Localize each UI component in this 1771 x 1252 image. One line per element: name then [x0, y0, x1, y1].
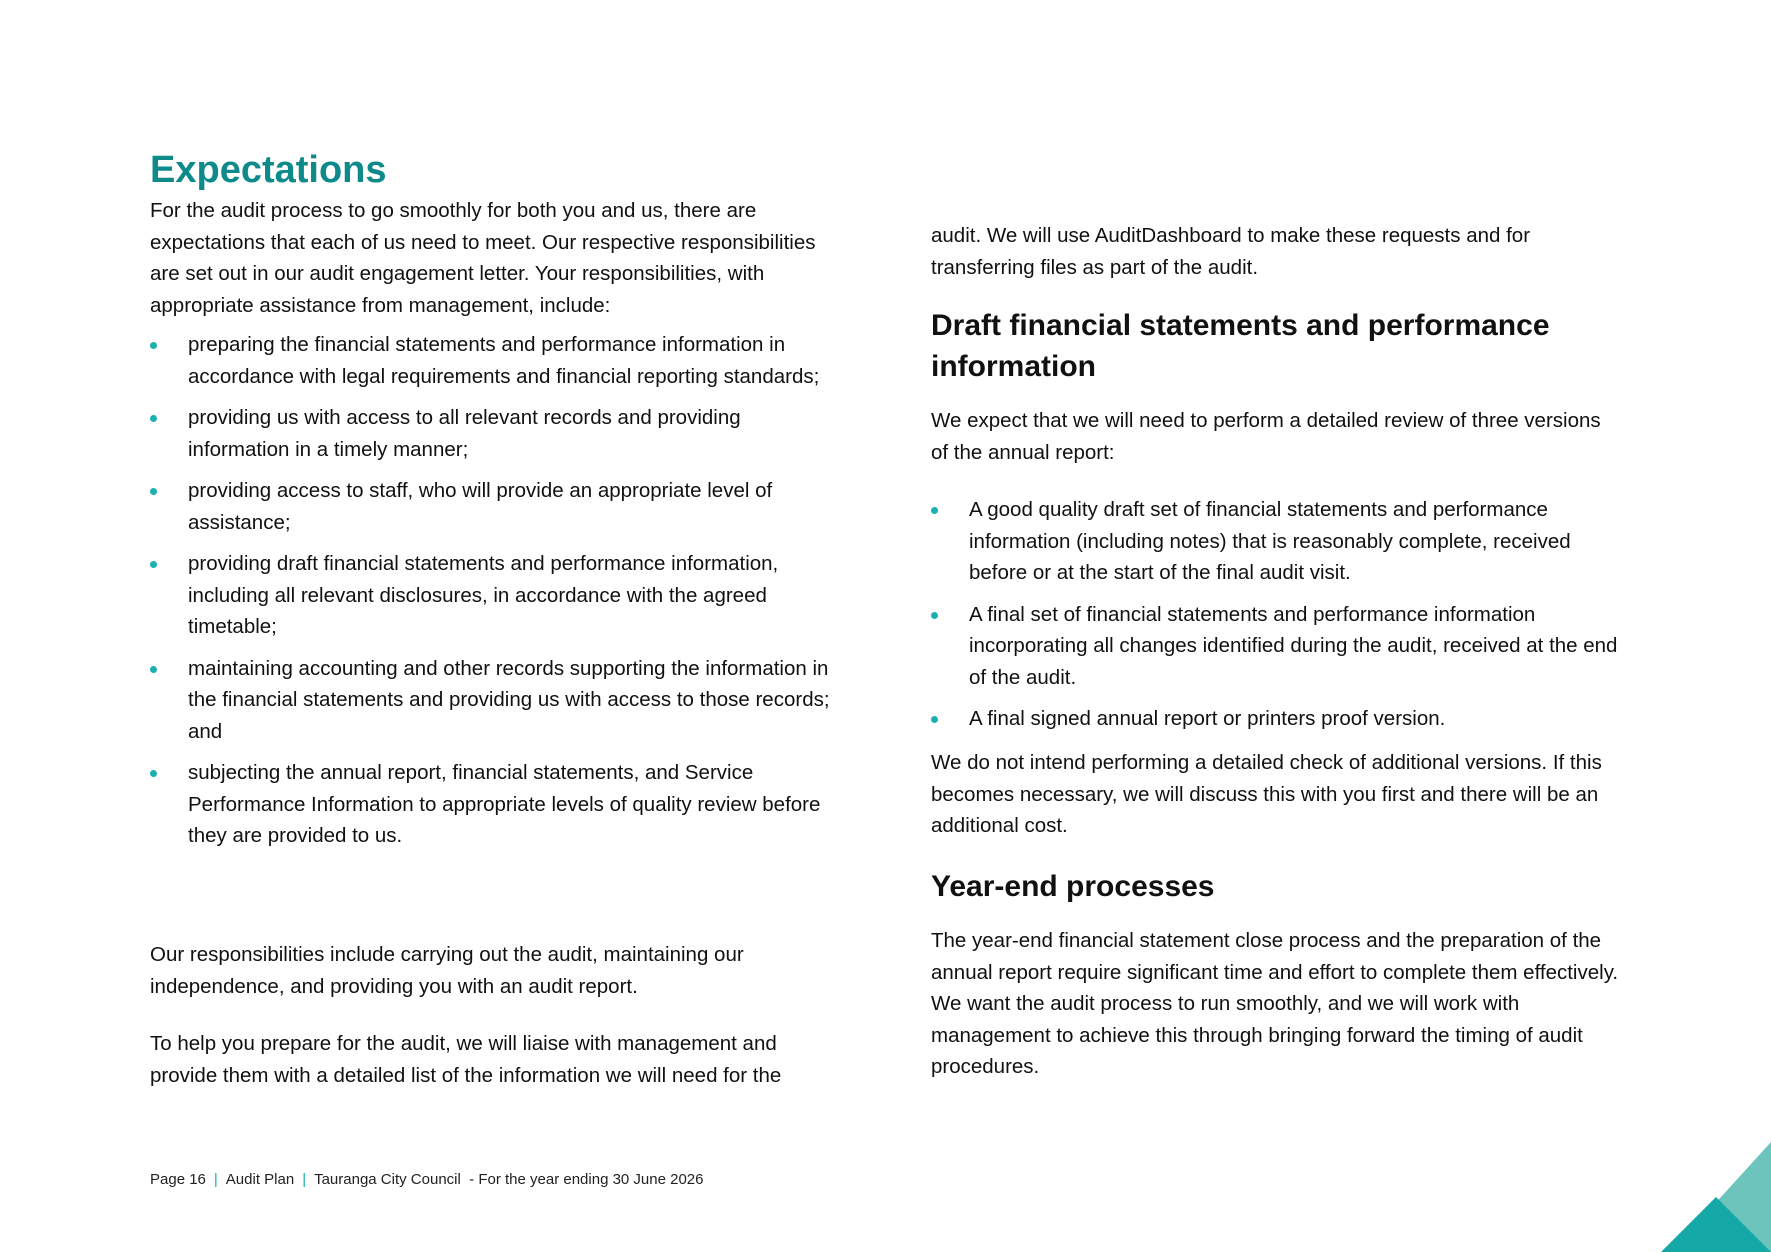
- list-item: [150, 548, 840, 643]
- bullet-dot-icon: [150, 415, 157, 422]
- footer-document-name: Audit Plan: [225, 1171, 295, 1188]
- list-item-text: A good quality draft set of financial statements and performance information (including notes) that is reasonably complete, received before or at the start of the final audit visit.: [969, 498, 1571, 584]
- list-item-text: preparing the financial statements and performance information in accordance with legal requirements and financial reporting standards;: [188, 333, 820, 388]
- list-item-text: providing access to staff, who will provide an appropriate level of assistance;: [188, 479, 773, 534]
- bullet-dot-icon: [150, 666, 157, 673]
- bullet-dot-icon: [931, 716, 938, 723]
- help-prepare-paragraph: To help you prepare for the audit, we will liaise with management and provide them with a detailed list of the information we will need for the: [150, 1032, 782, 1087]
- draft-intro-paragraph: We expect that we will need to perform a detailed review of three versions of the annual report:: [931, 409, 1601, 464]
- yearend-paragraph: The year-end financial statement close process and the preparation of the annual report require significant time and effort to complete them effectively. We want the audit process to run smoothly, and we will work with management to achieve this through bringing forward the timing of audit procedures.: [931, 929, 1619, 1078]
- list-item: [150, 329, 840, 392]
- list-item: [150, 757, 840, 852]
- list-item: [150, 653, 840, 748]
- page-footer: [150, 1171, 704, 1188]
- page-title: Expectations: [150, 149, 387, 191]
- list-item-text: providing draft financial statements and performance information, including all relevant disclosures, in accordance with the agreed timetable;: [188, 552, 779, 638]
- continuation-paragraph: audit. We will use AuditDashboard to make these requests and for transferring files as part of the audit.: [931, 224, 1531, 279]
- bullet-dot-icon: [931, 507, 938, 514]
- footer-page-number: Page 16: [150, 1171, 206, 1188]
- bullet-dot-icon: [150, 342, 157, 349]
- bullet-dot-icon: [150, 561, 157, 568]
- list-item: [150, 402, 840, 465]
- footer-organisation: Tauranga City Council - For the year ending 30 June 2026: [314, 1171, 704, 1188]
- draft-versions-list: [931, 494, 1621, 745]
- draft-heading: Draft financial statements and performance information: [931, 309, 1550, 383]
- list-item-text: A final signed annual report or printers proof version.: [969, 707, 1446, 730]
- list-item: [931, 599, 1621, 694]
- list-item: [931, 494, 1621, 589]
- yearend-heading: Year-end processes: [931, 870, 1215, 903]
- list-item-text: providing us with access to all relevant records and providing information in a timely manner;: [188, 406, 741, 461]
- intro-paragraph: For the audit process to go smoothly for both you and us, there are expectations that each of us need to meet. Our respective responsibilities are set out in our audit engagement letter. Your responsibilities, with appropriate assistance from management, include:: [150, 199, 816, 317]
- bullet-dot-icon: [150, 770, 157, 777]
- list-item: [931, 703, 1621, 735]
- our-responsibilities-paragraph: Our responsibilities include carrying out the audit, maintaining our independence, and providing you with an audit report.: [150, 943, 744, 998]
- teal-corner-graphic-icon: [1661, 1142, 1771, 1252]
- draft-closing-paragraph: We do not intend performing a detailed check of additional versions. If this becomes necessary, we will discuss this with you first and there will be an additional cost.: [931, 751, 1602, 837]
- bullet-dot-icon: [931, 612, 938, 619]
- bullet-dot-icon: [150, 488, 157, 495]
- footer-separator: |: [302, 1171, 307, 1188]
- list-item-text: A final set of financial statements and performance information incorporating all changes identified during the audit, received at the end of the audit.: [969, 602, 1618, 689]
- list-item-text: maintaining accounting and other records supporting the information in the financial statements and providing us with access to those records; and: [188, 656, 830, 743]
- responsibilities-list: [150, 329, 840, 862]
- list-item-text: subjecting the annual report, financial statements, and Service Performance Information to appropriate levels of quality review before they are provided to us.: [188, 761, 821, 847]
- footer-separator: |: [213, 1171, 218, 1188]
- list-item: [150, 475, 840, 538]
